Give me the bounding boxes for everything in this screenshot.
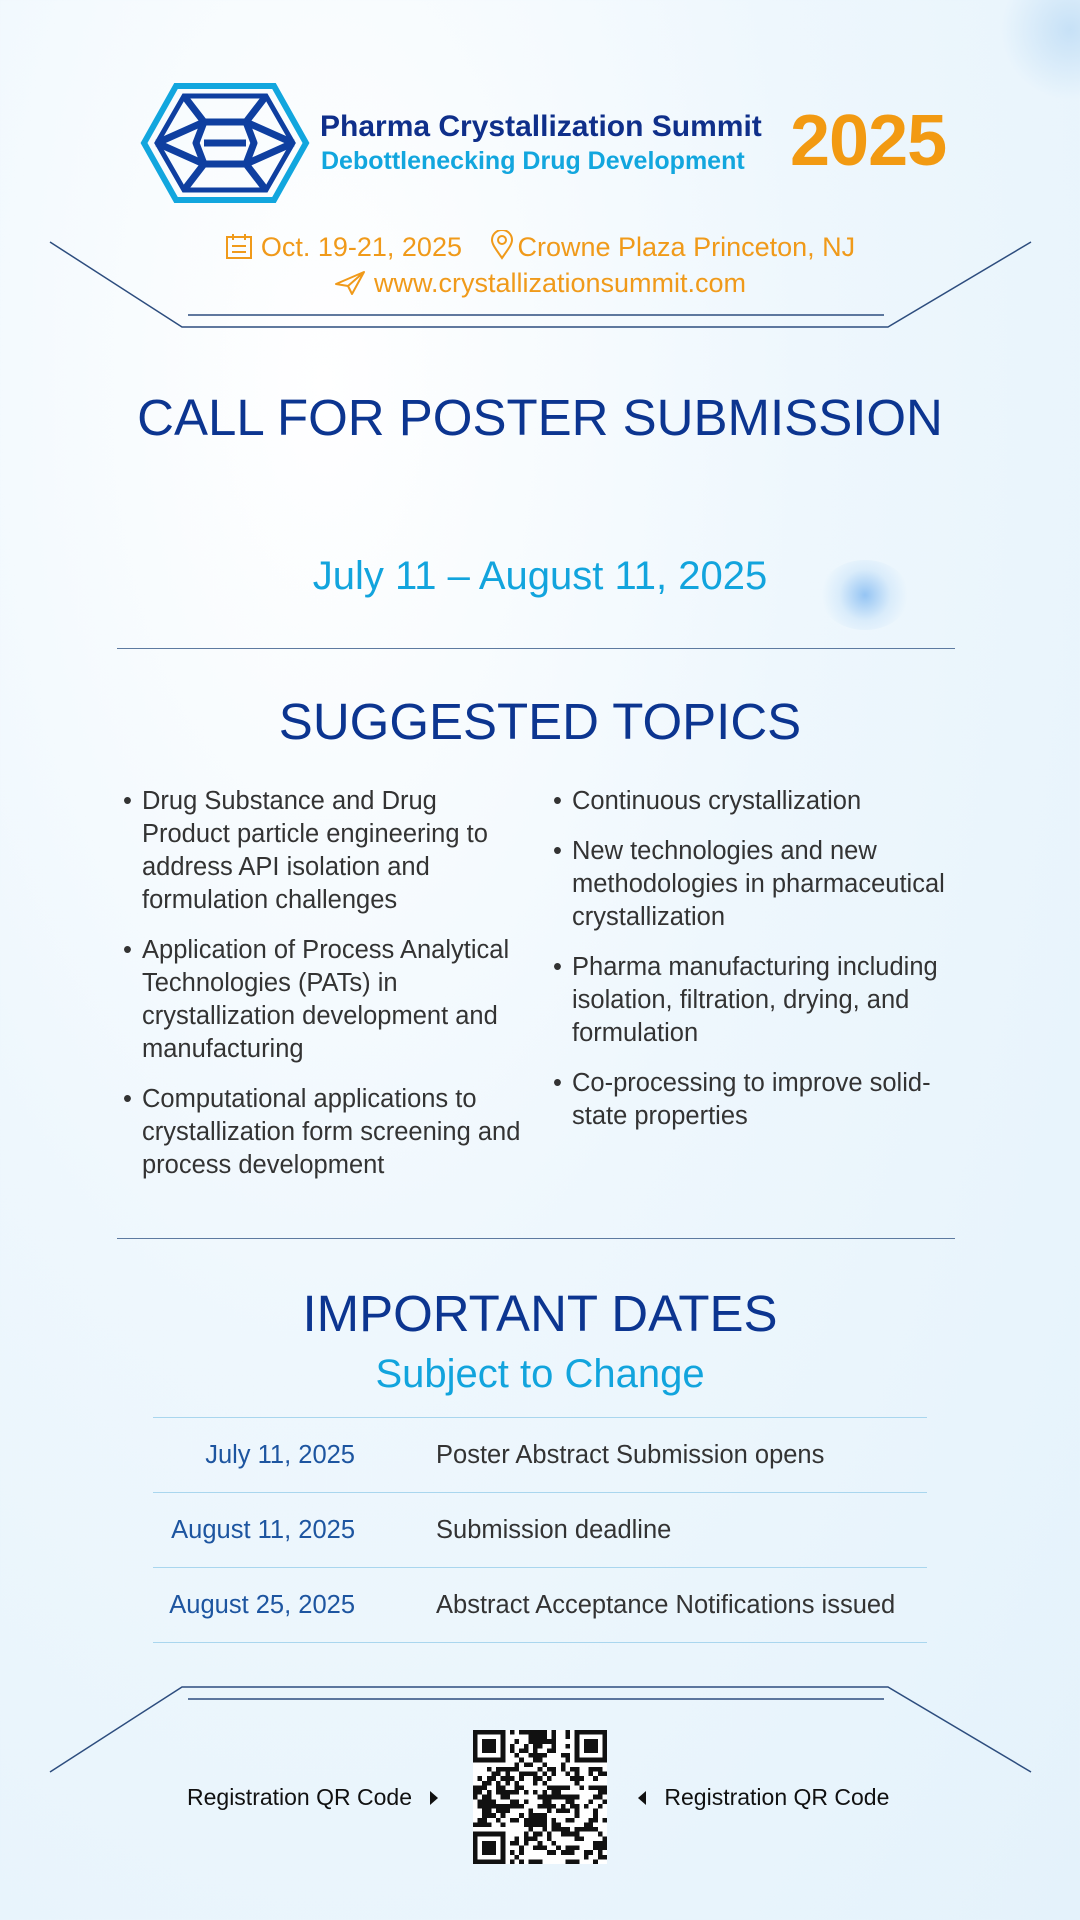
qr-code-icon: [473, 1730, 607, 1864]
table-row: [153, 1418, 927, 1493]
website-text: www.crystallizationsummit.com: [373, 268, 747, 298]
date-cell: August 11, 2025: [171, 1516, 355, 1544]
qr-label-left: Registration QR Code: [187, 1784, 440, 1811]
list-item: • Computational applications to crystallization form screening and process development: [123, 1085, 521, 1179]
important-dates-subtitle: Subject to Change: [375, 1352, 705, 1396]
corner-glow: [1000, 0, 1080, 100]
divider: [117, 1238, 955, 1239]
event-cell: Submission deadline: [436, 1516, 672, 1544]
summit-tagline: Debottlenecking Drug Development: [321, 147, 745, 175]
call-for-posters-title: CALL FOR POSTER SUBMISSION: [137, 389, 943, 446]
qr-label-right: Registration QR Code: [636, 1784, 889, 1811]
crystal-logo-icon: [140, 82, 310, 204]
list-item: • Application of Process Analytical Technologies (PATs) in crystallization development and manufacturing: [123, 936, 510, 1063]
event-cell: Poster Abstract Submission opens: [436, 1441, 825, 1469]
list-item: • Drug Substance and Drug Product particle engineering to address API isolation and formulation challenges: [123, 787, 488, 914]
registration-qr-code[interactable]: [473, 1730, 607, 1864]
arrow-right-icon: [428, 1789, 440, 1807]
summit-name: Pharma Crystallization Summit: [320, 110, 762, 143]
event-venue-text: Crowne Plaza Princeton, NJ: [517, 232, 856, 262]
arrow-left-icon: [636, 1789, 648, 1807]
list-item: • New technologies and new methodologies in pharmaceutical crystallization: [553, 837, 945, 931]
summit-year: 2025: [790, 101, 947, 181]
important-dates-table: [153, 1417, 927, 1643]
submission-window-dates: July 11 – August 11, 2025: [312, 554, 768, 598]
date-cell: July 11, 2025: [205, 1441, 355, 1469]
divider: [117, 648, 955, 649]
topics-column-left: [123, 785, 523, 1199]
important-dates-title: IMPORTANT DATES: [302, 1285, 778, 1342]
table-row: [153, 1493, 927, 1568]
header-frame-lines: [0, 235, 1080, 335]
list-item: • Co-processing to improve solid-state properties: [553, 1069, 931, 1130]
event-date-text: Oct. 19-21, 2025: [260, 232, 462, 262]
list-item: • Pharma manufacturing including isolation, filtration, drying, and formulation: [553, 953, 938, 1047]
list-item: • Continuous crystallization: [553, 787, 862, 815]
topics-column-right: [553, 785, 973, 1150]
date-cell: August 25, 2025: [169, 1591, 355, 1619]
table-row: [153, 1568, 927, 1643]
suggested-topics-title: SUGGESTED TOPICS: [278, 693, 802, 750]
event-cell: Abstract Acceptance Notifications issued: [436, 1591, 896, 1619]
